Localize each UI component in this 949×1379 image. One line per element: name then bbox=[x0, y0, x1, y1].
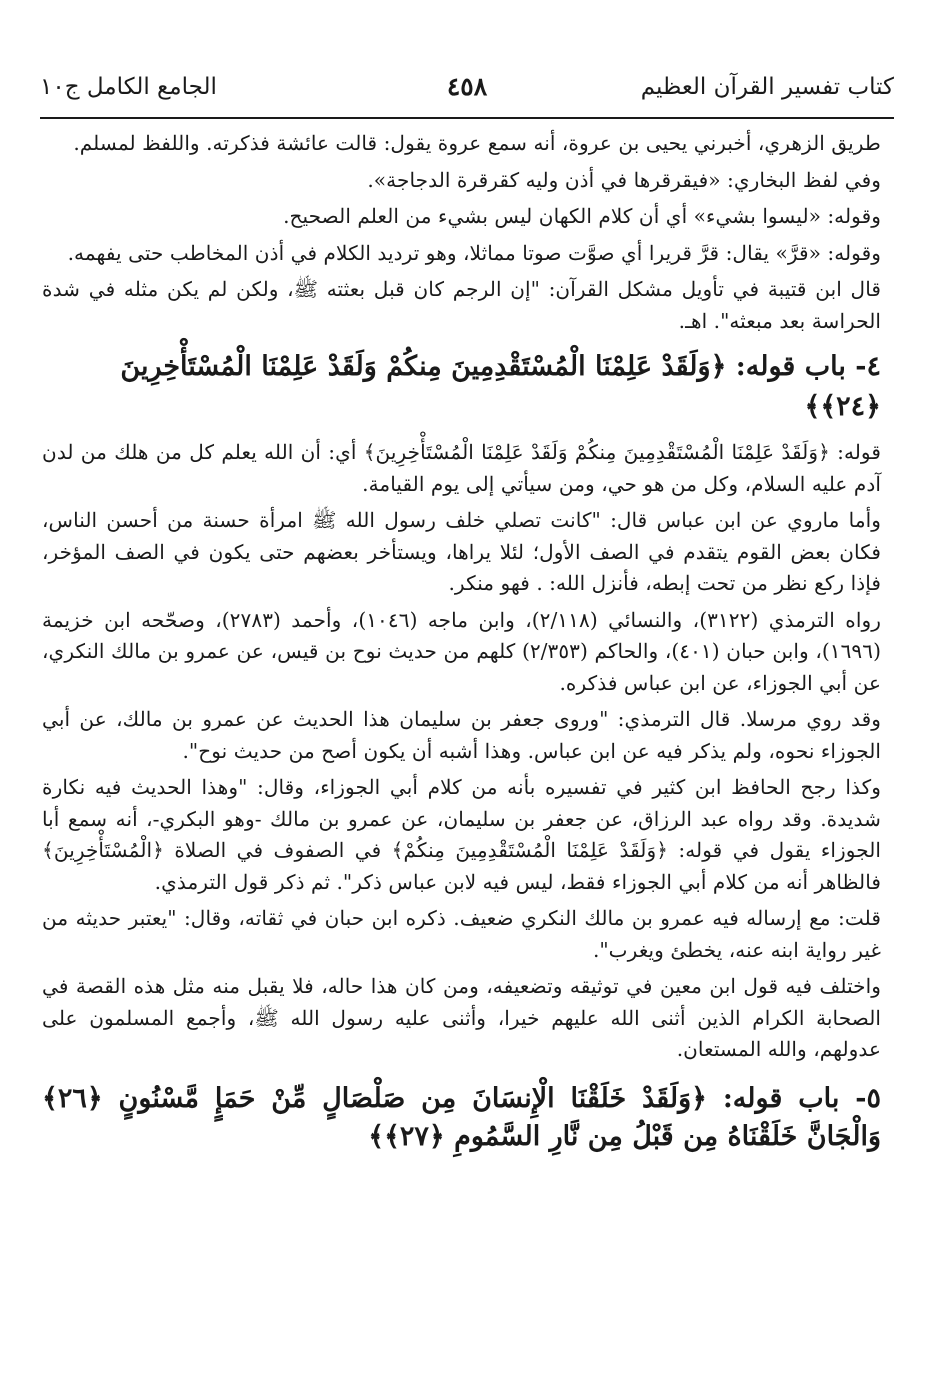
running-header bbox=[40, 70, 894, 106]
chapter-heading-5: ٥- باب قوله: ﴿وَلَقَدْ خَلَقْنَا الْإِنسَانَ مِن صَلْصَالٍ مِّنْ حَمَإٍ مَّسْنُونٍ ﴿٢٦﴾ وَالْجَانَّ خَلَقْنَاهُ مِن قَبْلُ مِن نَّارِ السَّمُومِ ﴿٢٧﴾﴾ bbox=[42, 1082, 881, 1152]
paragraph: رواه الترمذي (٣١٢٢)، والنسائي (٢/١١٨)، وابن ماجه (١٠٤٦)، وأحمد (٢٧٨٣)، وصحّحه ابن خزيمة (١٦٩٦)، وابن حبان (٤٠١)، والحاكم (٢/٣٥٣) كلهم من حديث نوح بن قيس، عن عمرو بن مالك النكري، عن أبي الجوزاء، عن ابن عباس فذكره. bbox=[42, 607, 881, 695]
paragraph: قال ابن قتيبة في تأويل مشكل القرآن: "إن الرجم كان قبل بعثته ﷺ، ولكن لم يكن مثله في شدة الحراسة بعد مبعثه". اهـ. bbox=[42, 277, 881, 333]
paragraph: وقد روي مرسلا. قال الترمذي: "وروى جعفر بن سليمان هذا الحديث عن عمرو بن مالك، عن أبي الجوزاء نحوه، ولم يذكر فيه عن ابن عباس. وهذا أشبه أن يكون أصح من حديث نوح". bbox=[42, 707, 881, 763]
paragraph: وقوله: «قرَّ» يقال: قرَّ قريرا أي صوَّت صوتا مماثلا، وهو ترديد الكلام في أذن المخاطب حتى يفهمه. bbox=[67, 240, 881, 265]
paragraph: وقوله: «ليسوا بشيء» أي أن كلام الكهان ليس بشيء من العلم الصحيح. bbox=[283, 204, 881, 228]
paragraph: قلت: مع إرساله فيه عمرو بن مالك النكري ضعيف. ذكره ابن حبان في ثقاته، وقال: "يعتبر حديثه من غير رواية ابنه عنه، يخطئ ويغرب". bbox=[42, 906, 881, 962]
volume-label: الجامع الكامل ج١٠ bbox=[40, 74, 217, 100]
paragraph: قوله: ﴿وَلَقَدْ عَلِمْنَا الْمُسْتَقْدِمِينَ مِنكُمْ وَلَقَدْ عَلِمْنَا الْمُسْتَأْخِرِينَ﴾ أي: أن الله يعلم كل من هلك من لدن آدم عليه السلام، وكل من هو حي، ومن سيأتي إلى يوم القيامة. bbox=[42, 440, 881, 496]
paragraph: وفي لفظ البخاري: «فيقرقرها في أذن وليه كقرقرة الدجاجة». bbox=[367, 167, 881, 192]
paragraph: واختلف فيه قول ابن معين في توثيقه وتضعيفه، ومن كان هذا حاله، فلا يقبل منه مثل هذه القصة في الصحابة الكرام الذين أثنى الله عليهم خيرا، وأثنى عليه رسول الله ﷺ، وأجمع المسلمون على عدولهم، والله المستعان. bbox=[42, 974, 881, 1061]
paragraph: وكذا رجح الحافظ ابن كثير في تفسيره بأنه من كلام أبي الجوزاء، وقال: "وهذا الحديث فيه نكارة شديدة. وقد رواه عبد الرزاق، عن جعفر بن سليمان، عن عمرو بن مالك -وهو البكري-، أنه سمع أبا الجوزاء يقول في قوله: ﴿وَلَقَدْ عَلِمْنَا الْمُسْتَقْدِمِينَ مِنكُمْ﴾ في الصفوف في الصلاة ﴿الْمُسْتَأْخِرِينَ﴾ فالظاهر أنه من كلام أبي الجوزاء فقط، ليس فيه لابن عباس ذكر". ثم ذكر قول الترمذي. bbox=[42, 775, 881, 894]
chapter-heading-4: ٤- باب قوله: ﴿وَلَقَدْ عَلِمْنَا الْمُسْتَقْدِمِينَ مِنكُمْ وَلَقَدْ عَلِمْنَا الْمُسْتَأْخِرِينَ ﴿٢٤﴾﴾ bbox=[120, 351, 881, 422]
book-title: كتاب تفسير القرآن العظيم bbox=[640, 74, 894, 100]
page-body bbox=[42, 128, 881, 1166]
paragraph: وأما ماروي عن ابن عباس قال: "كانت تصلي خلف رسول الله ﷺ امرأة حسنة من أحسن الناس، فكان بعض القوم يتقدم في الصف الأول؛ لئلا يراها، ويستأخر بعضهم حتى يكون في الصف المؤخر، فإذا ركع نظر من تحت إبطه، فأنزل الله: . فهو منكر. bbox=[42, 508, 881, 595]
paragraph: طريق الزهري، أخبرني يحيى بن عروة، أنه سمع عروة يقول: قالت عائشة فذكرته. واللفظ لمسلم. bbox=[73, 131, 881, 155]
header-divider bbox=[40, 117, 894, 119]
page-number: ٤٥٨ bbox=[446, 72, 488, 101]
